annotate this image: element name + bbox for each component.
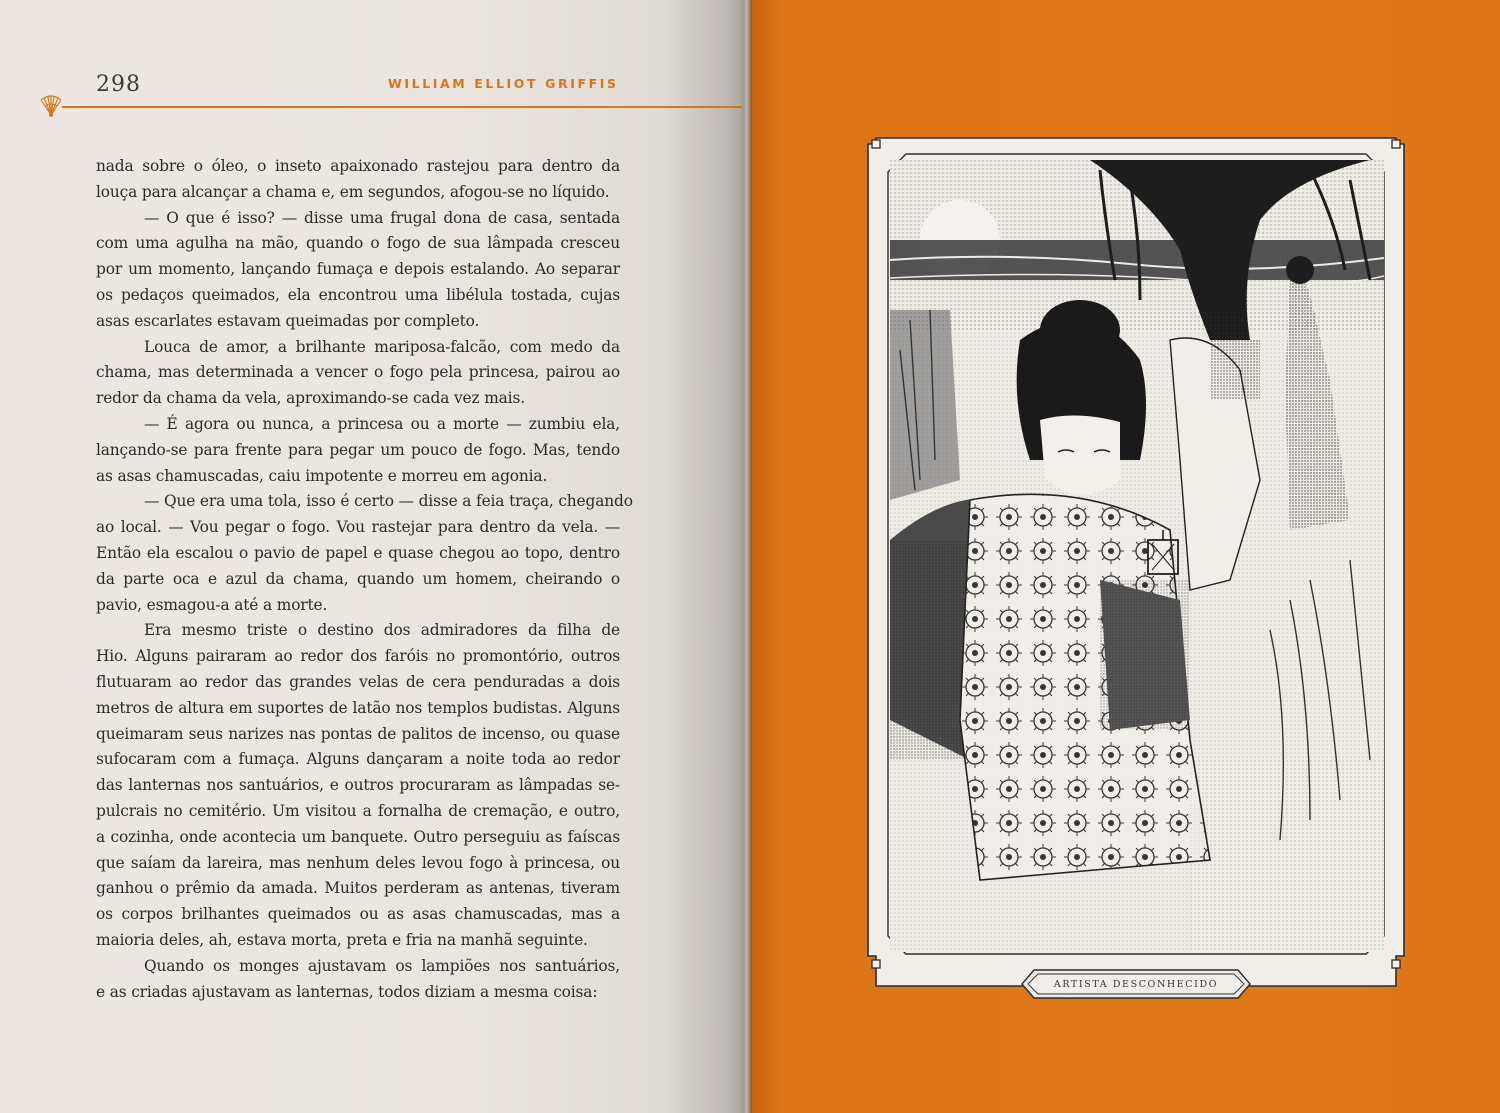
text-line: da parte oca e azul da chama, quando um homem, cheirando o (96, 569, 620, 588)
text-line: chama, mas determinada a vencer o fogo pela princesa, pairou ao (96, 363, 620, 382)
fan-icon (38, 94, 64, 118)
text-line: — O que é isso? — disse uma frugal dona de casa, sentada (144, 208, 620, 227)
text-line: pulcrais no cemitério. Um visitou a fornalha de cremação, e outro, (96, 801, 620, 820)
caption-plate (1020, 968, 1252, 1000)
text-line: das lanternas nos santuários, e outros procuraram as lâmpadas se- (96, 776, 620, 795)
text-line: os corpos brilhantes queimados ou as asas chamuscadas, mas a (96, 905, 620, 924)
text-line: pavio, esmagou-a até a morte. (96, 595, 328, 614)
text-line: Quando os monges ajustavam os lampiões nos santuários, (144, 956, 620, 975)
text-line: lançando-se para frente para pegar um pouco de fogo. Mas, tendo (96, 440, 620, 459)
text-line: asas escarlates estavam queimadas por completo. (96, 311, 480, 330)
header-rule (62, 106, 750, 108)
page-number: 298 (96, 72, 141, 97)
illustration-frame (862, 130, 1410, 1000)
text-line: e as criadas ajustavam as lanternas, todos diziam a mesma coisa: (96, 982, 598, 1001)
text-line: as asas chamuscadas, caiu impotente e morreu em agonia. (96, 466, 548, 485)
text-line: por um momento, lançando fumaça e depois estalando. Ao separar (96, 260, 620, 279)
text-line: os pedaços queimados, ela encontrou uma libélula tostada, cujas (96, 285, 620, 304)
text-line: ao local. — Vou pegar o fogo. Vou rastejar para dentro da vela. — (96, 518, 620, 537)
text-line: redor da chama da vela, aproximando-se cada vez mais. (96, 389, 525, 408)
text-line: maioria deles, ah, estava morta, preta e fria na manhã seguinte. (96, 930, 588, 949)
text-line: a cozinha, onde acontecia um banquete. Outro perseguiu as faíscas (96, 827, 620, 846)
text-line: metros de altura em suportes de latão nos templos budistas. Alguns (96, 698, 620, 717)
text-line: Era mesmo triste o destino dos admiradores da filha de (144, 621, 620, 640)
text-line: — Que era uma tola, isso é certo — disse a feia traça, chegando (144, 492, 633, 511)
body-text (96, 154, 633, 1005)
text-line: ganhou o prêmio da amada. Muitos perderam as antenas, tiveram (96, 879, 620, 898)
running-head: WILLIAM ELLIOT GRIFFIS (388, 76, 619, 91)
text-line: Hio. Alguns pairaram ao redor dos faróis no promontório, outros (96, 647, 620, 666)
text-line: — É agora ou nunca, a princesa ou a morte — zumbiu ela, (144, 414, 620, 433)
text-line: queimaram seus narizes nas pontas de palitos de incenso, ou quase (96, 724, 620, 743)
text-line: Louca de amor, a brilhante mariposa-falcão, com medo da (144, 337, 620, 356)
text-line: que saíam da lareira, mas nenhum deles levou fogo à princesa, ou (96, 853, 620, 872)
text-line: louça para alcançar a chama e, em segundos, afogou-se no líquido. (96, 182, 610, 201)
illustration-caption: ARTISTA DESCONHECIDO (1053, 978, 1219, 990)
text-line: nada sobre o óleo, o inseto apaixonado rastejou para dentro da (96, 157, 620, 175)
illustration-image (890, 160, 1384, 952)
text-line: sufocaram com a fumaça. Alguns dançaram a noite toda ao redor (96, 750, 620, 769)
text-line: Então ela escalou o pavio de papel e quase chegou ao topo, dentro (96, 543, 620, 562)
text-line: com uma agulha na mão, quando o fogo de sua lâmpada cresceu (96, 234, 620, 253)
text-line: flutuaram ao redor das grandes velas de cera penduradas a dois (96, 672, 620, 691)
